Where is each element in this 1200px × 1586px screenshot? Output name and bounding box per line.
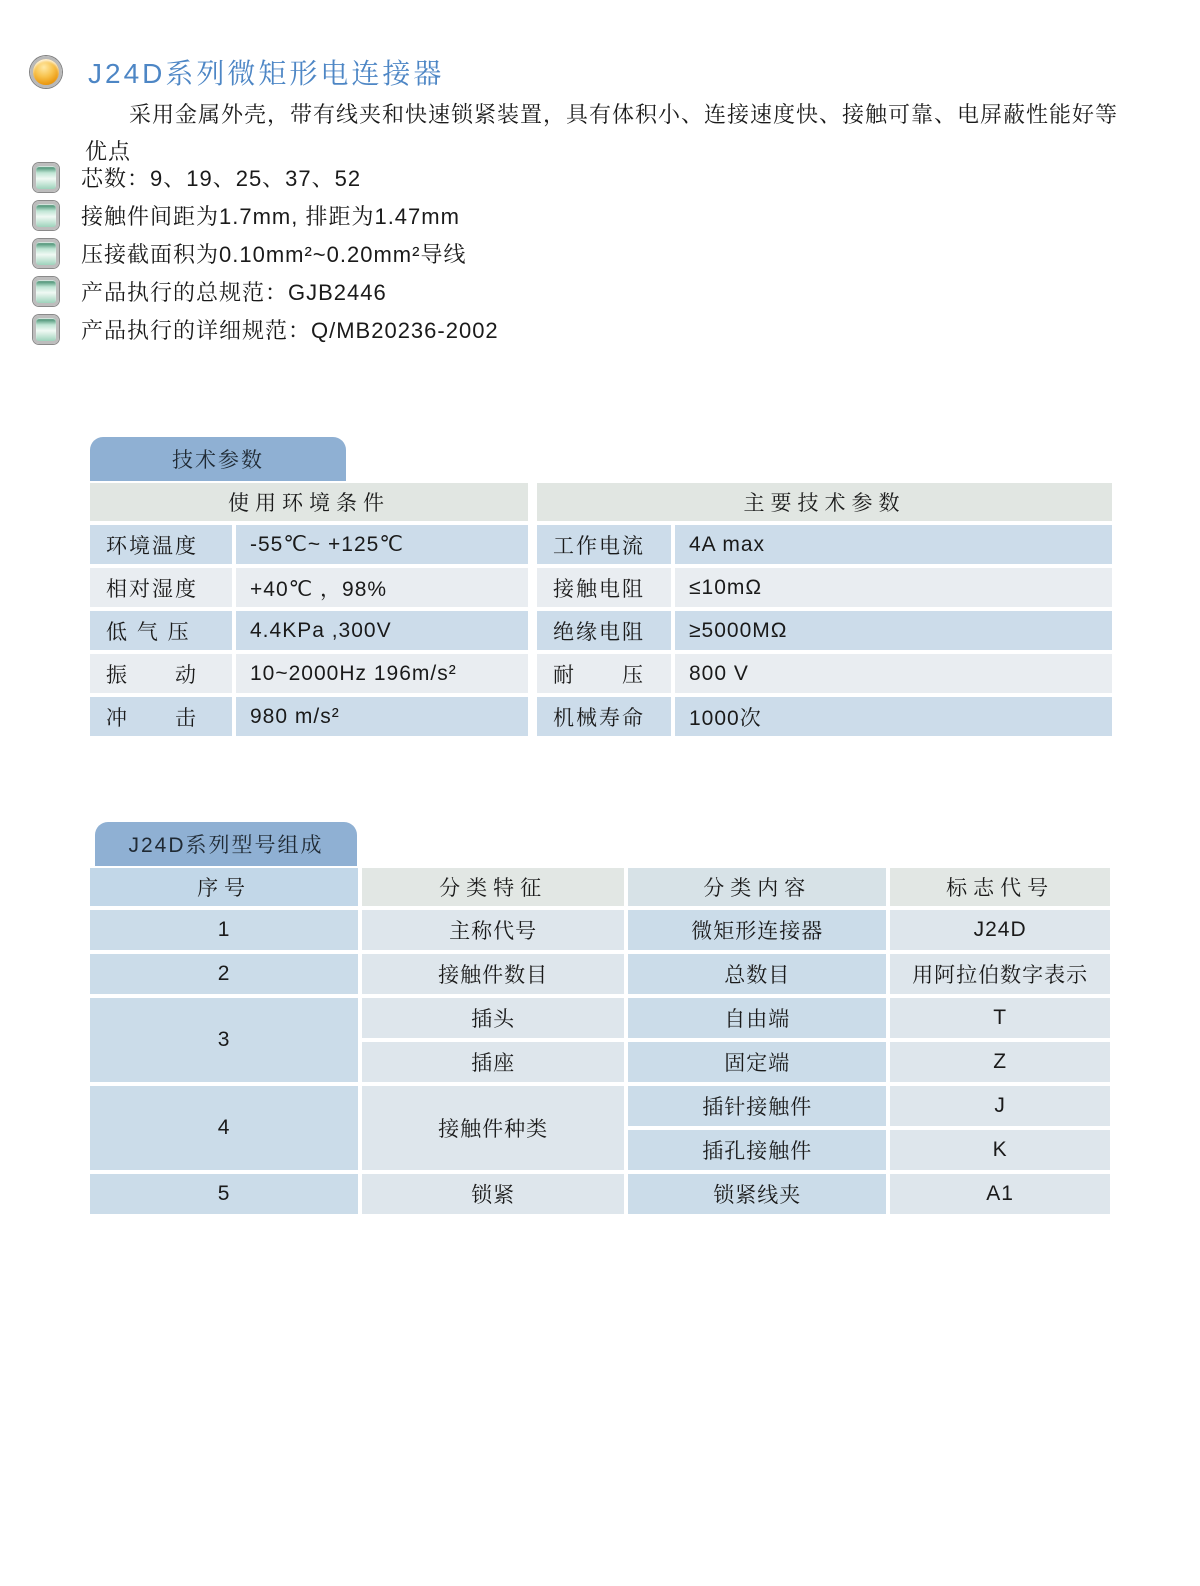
cell-content: 插孔接触件 bbox=[628, 1130, 886, 1170]
cell-code: Z bbox=[890, 1042, 1110, 1082]
cell-content: 总数目 bbox=[628, 954, 886, 994]
table-row bbox=[537, 697, 1112, 736]
cell-code: 用阿拉伯数字表示 bbox=[890, 954, 1110, 994]
cell-code: K bbox=[890, 1130, 1110, 1170]
param-value: 4A max bbox=[675, 525, 1112, 564]
cell-no: 5 bbox=[90, 1174, 358, 1214]
cell-code: A1 bbox=[890, 1174, 1110, 1214]
section-bullet-icon bbox=[30, 56, 62, 88]
cell-content: 锁紧线夹 bbox=[628, 1174, 886, 1214]
cell-content: 微矩形连接器 bbox=[628, 910, 886, 950]
cell-code: T bbox=[890, 998, 1110, 1038]
cell-feature: 插头 bbox=[362, 998, 624, 1038]
param-value: ≥5000MΩ bbox=[675, 611, 1112, 650]
feature-bullet-icon bbox=[33, 277, 59, 306]
table-header-row bbox=[90, 868, 1110, 906]
tab-model-composition bbox=[95, 822, 357, 866]
cell-no: 2 bbox=[90, 954, 358, 994]
tab-technical-parameters bbox=[90, 437, 346, 481]
list-item bbox=[33, 310, 499, 348]
param-label: 机械寿命 bbox=[537, 697, 671, 736]
list-item bbox=[33, 272, 499, 310]
environment-conditions-table bbox=[86, 479, 532, 740]
table-header-row bbox=[537, 483, 1112, 521]
param-value: +40℃ ，98% bbox=[236, 568, 528, 607]
intro-paragraph: 采用金属外壳，带有线夹和快速锁紧装置，具有体积小、连接速度快、接触可靠、电屏蔽性能好等优点 bbox=[85, 102, 1119, 164]
cell-content: 固定端 bbox=[628, 1042, 886, 1082]
feature-bullet-icon bbox=[33, 239, 59, 268]
table-row bbox=[537, 611, 1112, 650]
cell-content: 自由端 bbox=[628, 998, 886, 1038]
cell-code: J24D bbox=[890, 910, 1110, 950]
table-row bbox=[537, 525, 1112, 564]
list-item bbox=[33, 196, 499, 234]
col-header-feature: 分类特征 bbox=[362, 868, 624, 906]
main-parameters-table bbox=[533, 479, 1116, 740]
table-row bbox=[90, 525, 528, 564]
feature-text: 产品执行的详细规范：Q/MB20236-2002 bbox=[81, 317, 499, 343]
param-label: 相对湿度 bbox=[90, 568, 232, 607]
param-label: 冲 击 bbox=[90, 697, 232, 736]
param-value: 800 V bbox=[675, 654, 1112, 693]
cell-feature: 锁紧 bbox=[362, 1174, 624, 1214]
table-row bbox=[90, 1174, 1110, 1214]
feature-text: 压接截面积为0.10mm²~0.20mm²导线 bbox=[81, 241, 467, 267]
feature-bullet-icon bbox=[33, 201, 59, 230]
feature-text: 芯数：9、19、25、37、52 bbox=[81, 165, 362, 191]
col-header-content: 分类内容 bbox=[628, 868, 886, 906]
feature-list bbox=[33, 158, 499, 348]
cell-no: 3 bbox=[90, 998, 358, 1082]
table-row bbox=[537, 654, 1112, 693]
tab-label: 技术参数 bbox=[172, 449, 264, 472]
col-header-no: 序号 bbox=[90, 868, 358, 906]
param-label: 低 气 压 bbox=[90, 611, 232, 650]
cell-feature: 插座 bbox=[362, 1042, 624, 1082]
param-value: 980 m/s² bbox=[236, 697, 528, 736]
table-row bbox=[537, 568, 1112, 607]
feature-bullet-icon bbox=[33, 163, 59, 192]
feature-text: 产品执行的总规范：GJB2446 bbox=[81, 279, 387, 305]
env-table-header: 使用环境条件 bbox=[90, 483, 528, 521]
table-row bbox=[90, 1086, 1110, 1126]
tab-label: J24D系列型号组成 bbox=[128, 834, 324, 857]
table-row bbox=[90, 697, 528, 736]
table-row bbox=[90, 568, 528, 607]
param-value: -55℃~ +125℃ bbox=[236, 525, 528, 564]
param-value: 4.4KPa ,300V bbox=[236, 611, 528, 650]
list-item bbox=[33, 234, 499, 272]
cell-feature: 接触件种类 bbox=[362, 1086, 624, 1170]
param-value: 1000次 bbox=[675, 697, 1112, 736]
param-label: 绝缘电阻 bbox=[537, 611, 671, 650]
title-row bbox=[30, 52, 444, 92]
param-label: 振 动 bbox=[90, 654, 232, 693]
col-header-code: 标志代号 bbox=[890, 868, 1110, 906]
cell-no: 1 bbox=[90, 910, 358, 950]
param-label: 工作电流 bbox=[537, 525, 671, 564]
table-row bbox=[90, 611, 528, 650]
param-label: 接触电阻 bbox=[537, 568, 671, 607]
cell-code: J bbox=[890, 1086, 1110, 1126]
cell-no: 4 bbox=[90, 1086, 358, 1170]
cell-feature: 主称代号 bbox=[362, 910, 624, 950]
main-table-header: 主要技术参数 bbox=[537, 483, 1112, 521]
param-label: 耐 压 bbox=[537, 654, 671, 693]
table-row bbox=[90, 910, 1110, 950]
param-value: 10~2000Hz 196m/s² bbox=[236, 654, 528, 693]
table-row bbox=[90, 654, 528, 693]
table-header-row bbox=[90, 483, 528, 521]
feature-text: 接触件间距为1.7mm, 排距为1.47mm bbox=[81, 203, 460, 229]
technical-parameters-tables bbox=[86, 479, 1116, 740]
table-row bbox=[90, 998, 1110, 1038]
model-composition-table bbox=[86, 864, 1114, 1218]
feature-bullet-icon bbox=[33, 315, 59, 344]
param-value: ≤10mΩ bbox=[675, 568, 1112, 607]
param-label: 环境温度 bbox=[90, 525, 232, 564]
list-item bbox=[33, 158, 499, 196]
page-title: J24D系列微矩形电连接器 bbox=[88, 58, 445, 89]
table-row bbox=[90, 954, 1110, 994]
cell-content: 插针接触件 bbox=[628, 1086, 886, 1126]
cell-feature: 接触件数目 bbox=[362, 954, 624, 994]
